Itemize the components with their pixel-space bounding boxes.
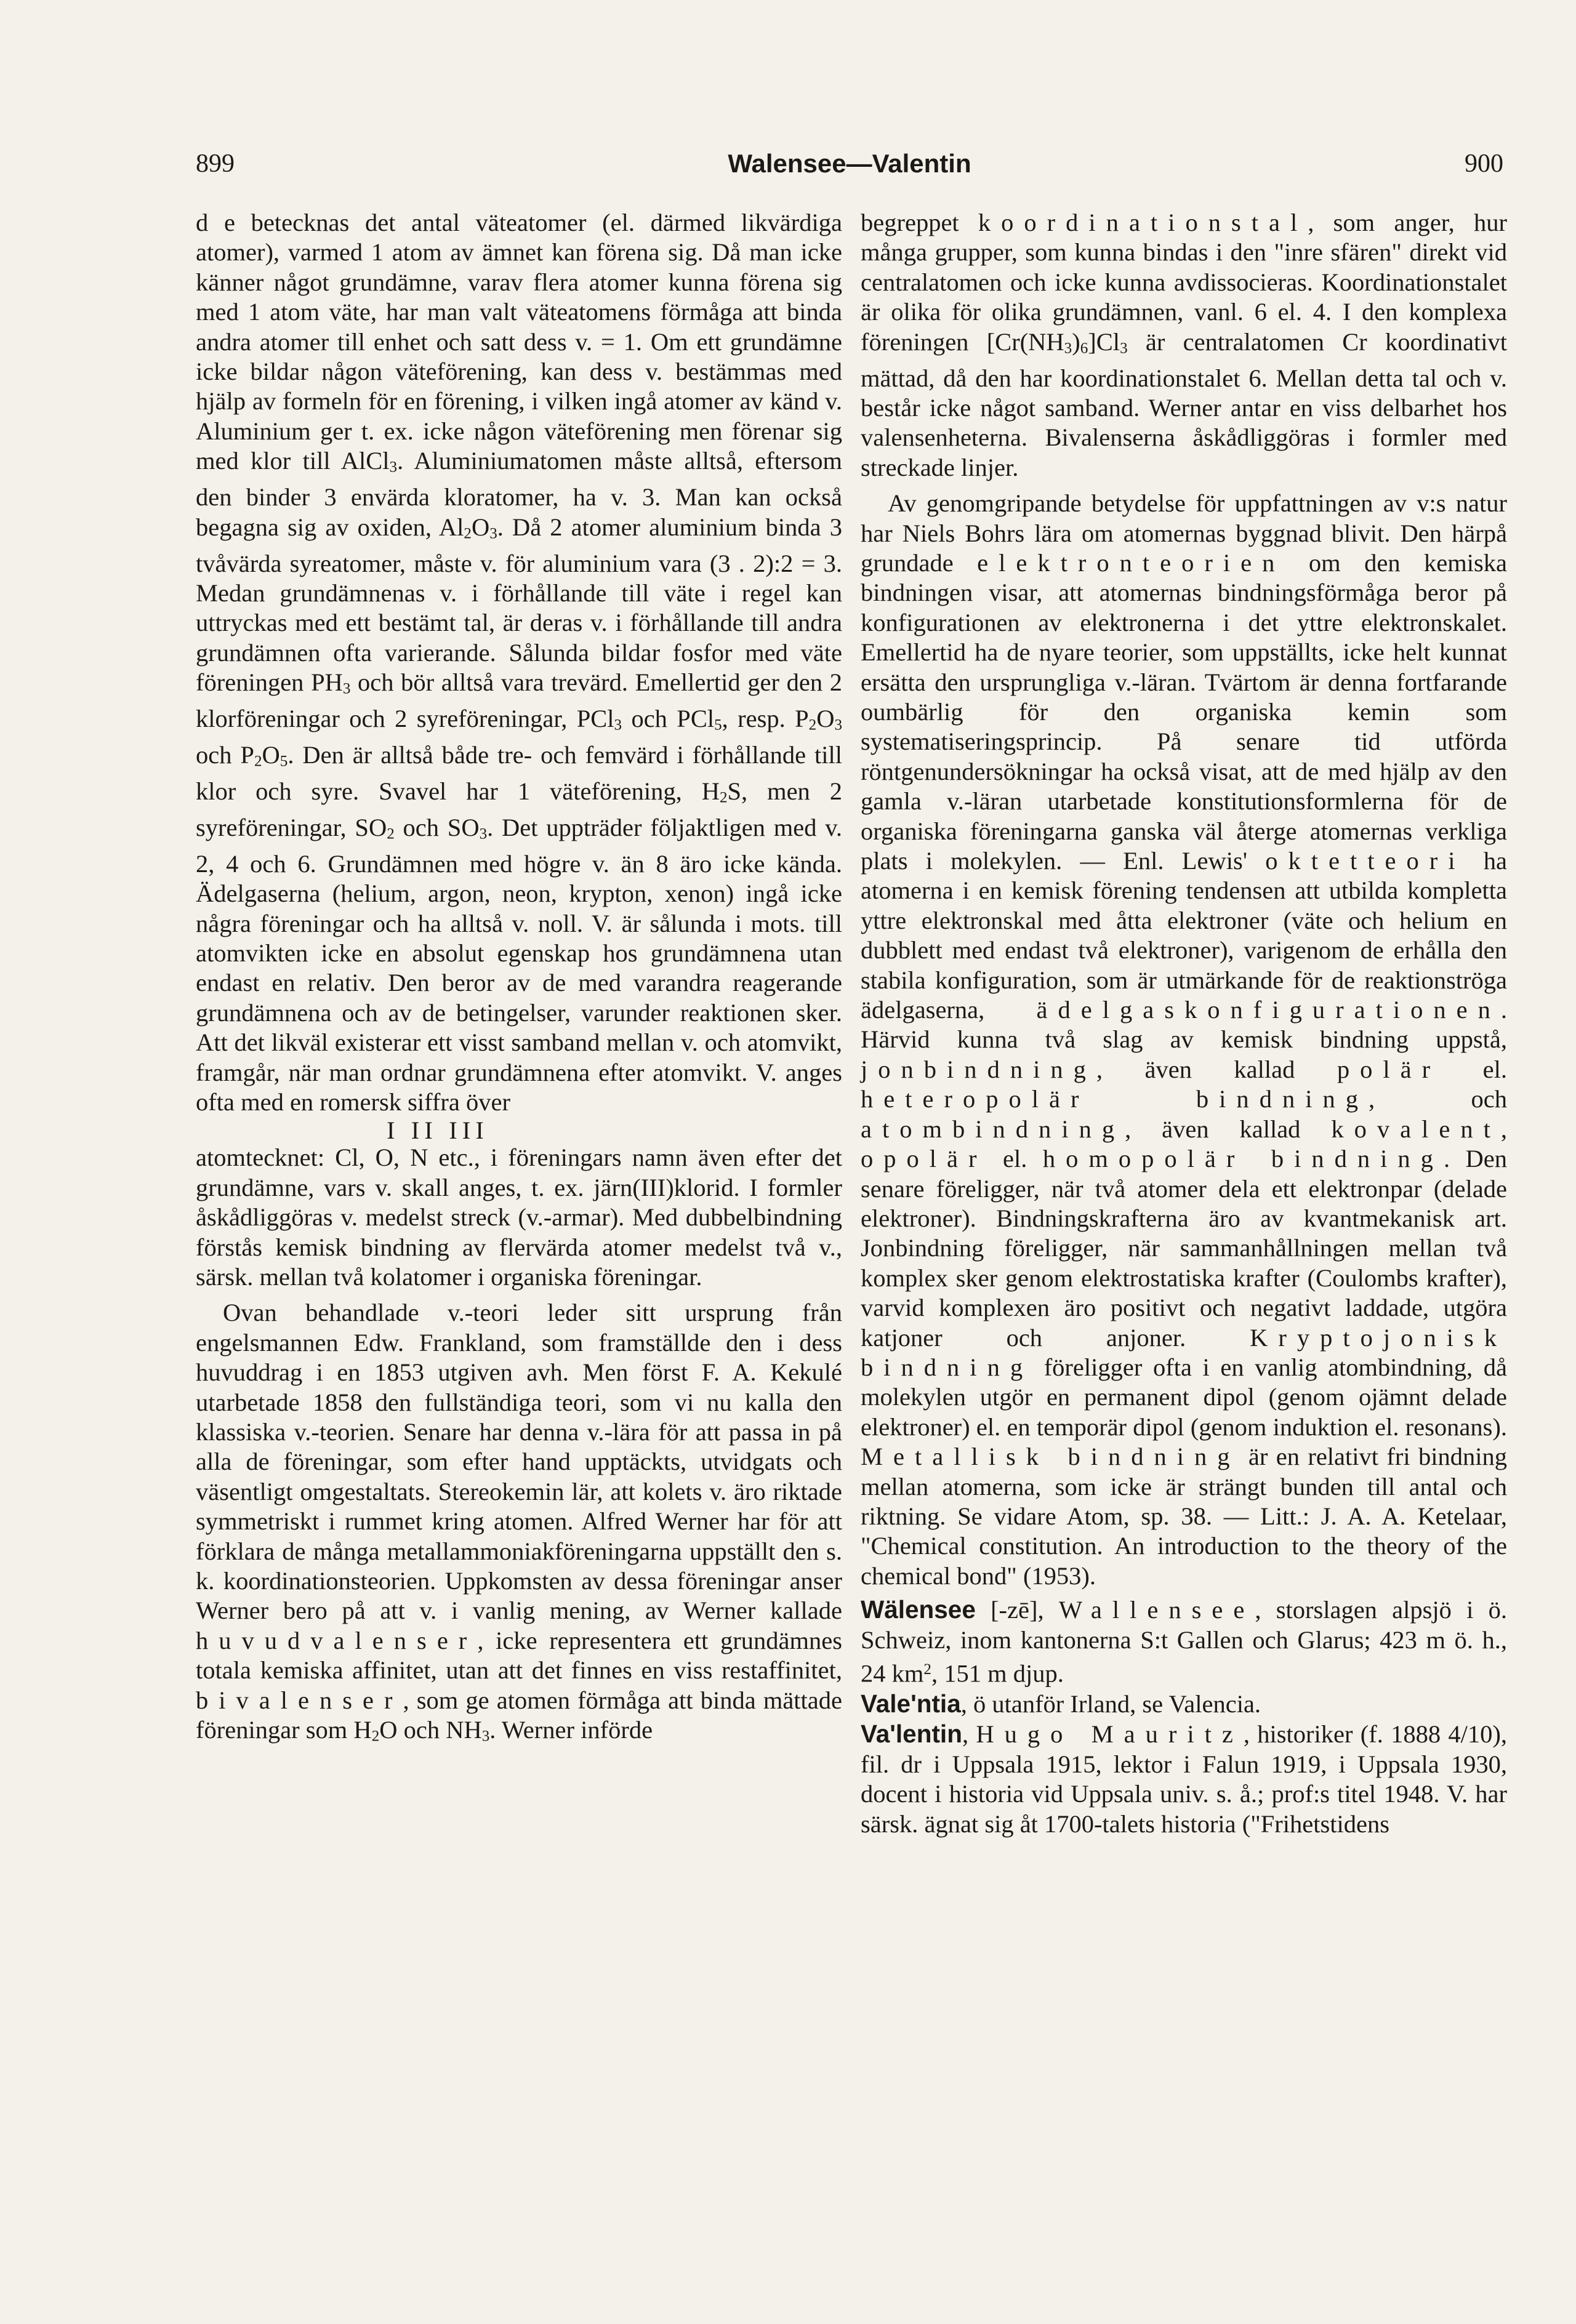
- valency-paragraph-2: Ovan behandlade v.-teori leder sitt ursprung från engelsmannen Edw. Frankland, som framställde den i dess huvuddrag i en 1853 utgiven avh. Men först F. A. Kekulé utarbetade 1858 den fullständiga teori, som vi nu kalla den klassiska v.-teorien. Senare har denna v.-lära för att passa in på alla de föreningar, som efter hand upptäckts, utvidgats och väsentligt omgestaltats. Stereokemin lär, att kolets v. äro riktade symmetriskt i rummet kring atomen. Alfred Werner har för att förklara de många metallammoniakföreningarna uppställt den s. k. koordinationsteorien. Uppkomsten av dessa föreningar anser Werner bero på att v. i vanlig mening, av Werner kallade huvudvalenser, icke representera ett grundämnes totala kemiska affinitet, utan att det finnes en viss restaffinitet, bivalenser, som ge atomen förmåga att binda mättade föreningar som H2O och NH3. Werner införde: [196, 1299, 842, 1745]
- entry-walensee: Wälensee [-zē], Wallensee, storslagen alpsjö i ö. Schweiz, inom kantonerna S:t Gallen och Glarus; 423 m ö. h., 24 $km^2$, 151 m djup.: [861, 1595, 1507, 1688]
- headword-walensee: Wälensee: [861, 1595, 976, 1624]
- page-title: Walensee—Valentin: [728, 149, 971, 178]
- valency-paragraph-4: Av genomgripande betydelse för uppfattningen av v:s natur har Niels Bohrs lära om atomernas byggnad blivit. Den härpå grundade elektronteorien om den kemiska bindningen visar, att atomernas bindningsförmåga beror på konfigurationen av elektronerna i det yttre elektronskalet. Emellertid ha de nyare teorier, som uppställts, icke helt kunnat ersätta den ursprungliga v.-läran. Tvärtom är denna fortfarande oumbärlig för den organiska kemin som systematiseringsprincip. På senare tid utförda röntgenundersökningar ha också visat, att de med hjälp av den gamla v.-läran utarbetade konstitutionsformlerna för de organiska föreningarna ganska väl återge atomernas verkliga plats i molekylen. — Enl. Lewis' oktetteori ha atomerna i en kemisk förening tendensen att utbilda kompletta yttre elektronskal med åtta elektroner (väte och helium en dubblett med endast två elektroner), varigenom de erhålla den stabila konfiguration, som är utmärkande för de reaktionströga ädelgaserna, ädelgaskonfigurationen. Härvid kunna två slag av kemisk bindning uppstå, jonbindning, även kallad polär el. heteropolär bindning, och atombindning, även kallad kovalent, opolär el. homopolär bindning. Den senare föreligger, när två atomer dela ett elektronpar (delade elektroner). Bindningskrafterna äro av kvantmekanisk art. Jonbindning föreligger, när sammanhållningen mellan två komplex sker genom elektrostatiska krafter (Coulombs krafter), varvid komplexen äro positivt och negativt laddade, utgöra katjoner och anjoner. Kryptojonisk bindning föreligger ofta i en vanlig atombindning, då molekylen utgör en permanent dipol (genom ojämnt delade elektroner) el. en temporär dipol (genom induktion el. resonans). Metallisk bindning är en relativt fri bindning mellan atomerna, som icke är strängt bunden till antal och riktning. Se vidare Atom, sp. 38. — Litt.: J. A. A. Ketelaar, "Chemical constitution. An introduction to the theory of the chemical bond" (1953).: [861, 489, 1508, 1590]
- left-column: [196, 208, 842, 2301]
- right-column: [861, 208, 1507, 2301]
- entry-valentin: Va'lentin, Hugo Mauritz, historiker (f. 1888 4/10), fil. dr i Uppsala 1915, lektor i Falun 1919, i Uppsala 1930, docent i historia vid Uppsala univ. s. å.; prof:s titel 1948. V. har särsk. ägnat sig åt 1700-talets historia ("Frihetstidens: [861, 1720, 1507, 1838]
- headword-valentia: Vale'ntia: [861, 1689, 961, 1718]
- valency-paragraph-1: d e betecknas det antal väteatomer (el. därmed likvärdiga atomer), varmed 1 atom av ämnet kan förena sig. Då man icke känner något grundämne, varav flera atomer kunna förena sig med 1 atom väte, har man valt väteatomens förmåga att binda andra atomer till enhet och satt dess v. = 1. Om ett grundämne icke bildar någon väteförening, kan dess v. bestämmas med hjälp av formeln för en förening, i vilken ingå atomer av känd v. Aluminium ger t. ex. icke någon väteförening men förenar sig med klor till AlCl3. Aluminiumatomen måste alltså, eftersom den binder 3 envärda kloratomer, ha v. 3. Man kan också begagna sig av oxiden, Al2O3. Då 2 atomer aluminium binda 3 tvåvärda syreatomer, måste v. för aluminium vara (3 . 2):2 = 3. Medan grundämnenas v. i förhållande till väte i regel kan uttryckas med ett bestämt tal, är deras v. i förhållande till andra grundämnen ofta varierande. Sålunda bildar fosfor med väte föreningen PH3 och bör alltså vara trevärd. Emellertid ger den 2 klorföreningar och 2 syreföreningar, PCl3 och PCl5, resp. P2O3 och P2O5. Den är alltså både tre- och femvärd i förhållande till klor och syre. Svavel har 1 väteförening, H2S, men 2 syreföreningar, SO2 och SO3. Det uppträder följaktligen med v. 2, 4 och 6. Grundämnen med högre v. än 8 äro icke kända. Ädelgaserna (helium, argon, neon, krypton, xenon) ingå icke några föreningar och ha alltså v. noll. V. är sålunda i mots. till atomvikten icke en absolut egenskap hos grundämnena utan endast en relativ. Den beror av de med varandra reagerande grundämnena och av de betingelser, varunder reaktionen sker. Att det likväl existerar ett visst samband mellan v. och atomvikt, framgår, när man ordnar grundämnena efter atomvikt. V. anges ofta med en romersk siffra över I II III atomtecknet: Cl, O, N etc., i föreningars namn även efter det grundämne, vars v. skall anges, t. ex. järn(III)klorid. I formler åskådliggöras v. medelst streck (v.-armar). Med dubbelbindning förstås kemisk bindning av flervärda atomer medelst två v., särsk. mellan två kolatomer i organiska föreningar.: [196, 209, 843, 1291]
- running-head: [196, 145, 1503, 182]
- page-number-left: 899: [196, 150, 235, 178]
- headword-valentin: Va'lentin: [861, 1720, 962, 1749]
- roman-numerals: I II III: [387, 1116, 489, 1145]
- valency-paragraph-3: begreppet koordinationstal, som anger, hur många grupper, som kunna bindas i den "inre sfären" direkt vid centralatomen och icke kunna avdissocieras. Koordinationstalet är olika för olika grundämnen, vanl. 6 el. 4. I den komplexa föreningen [Cr(NH3)6]Cl3 är centralatomen Cr koordinativt mättad, då den har koordinationstalet 6. Mellan detta tal och v. består icke något samband. Werner antar en viss delbarhet hos valensenheterna. Bivalenserna åskådliggöras i formler med streckade linjer.: [861, 209, 1507, 481]
- page-number-right: 900: [1465, 150, 1503, 178]
- entry-valentia: Vale'ntia, ö utanför Irland, se Valencia.: [861, 1689, 1261, 1718]
